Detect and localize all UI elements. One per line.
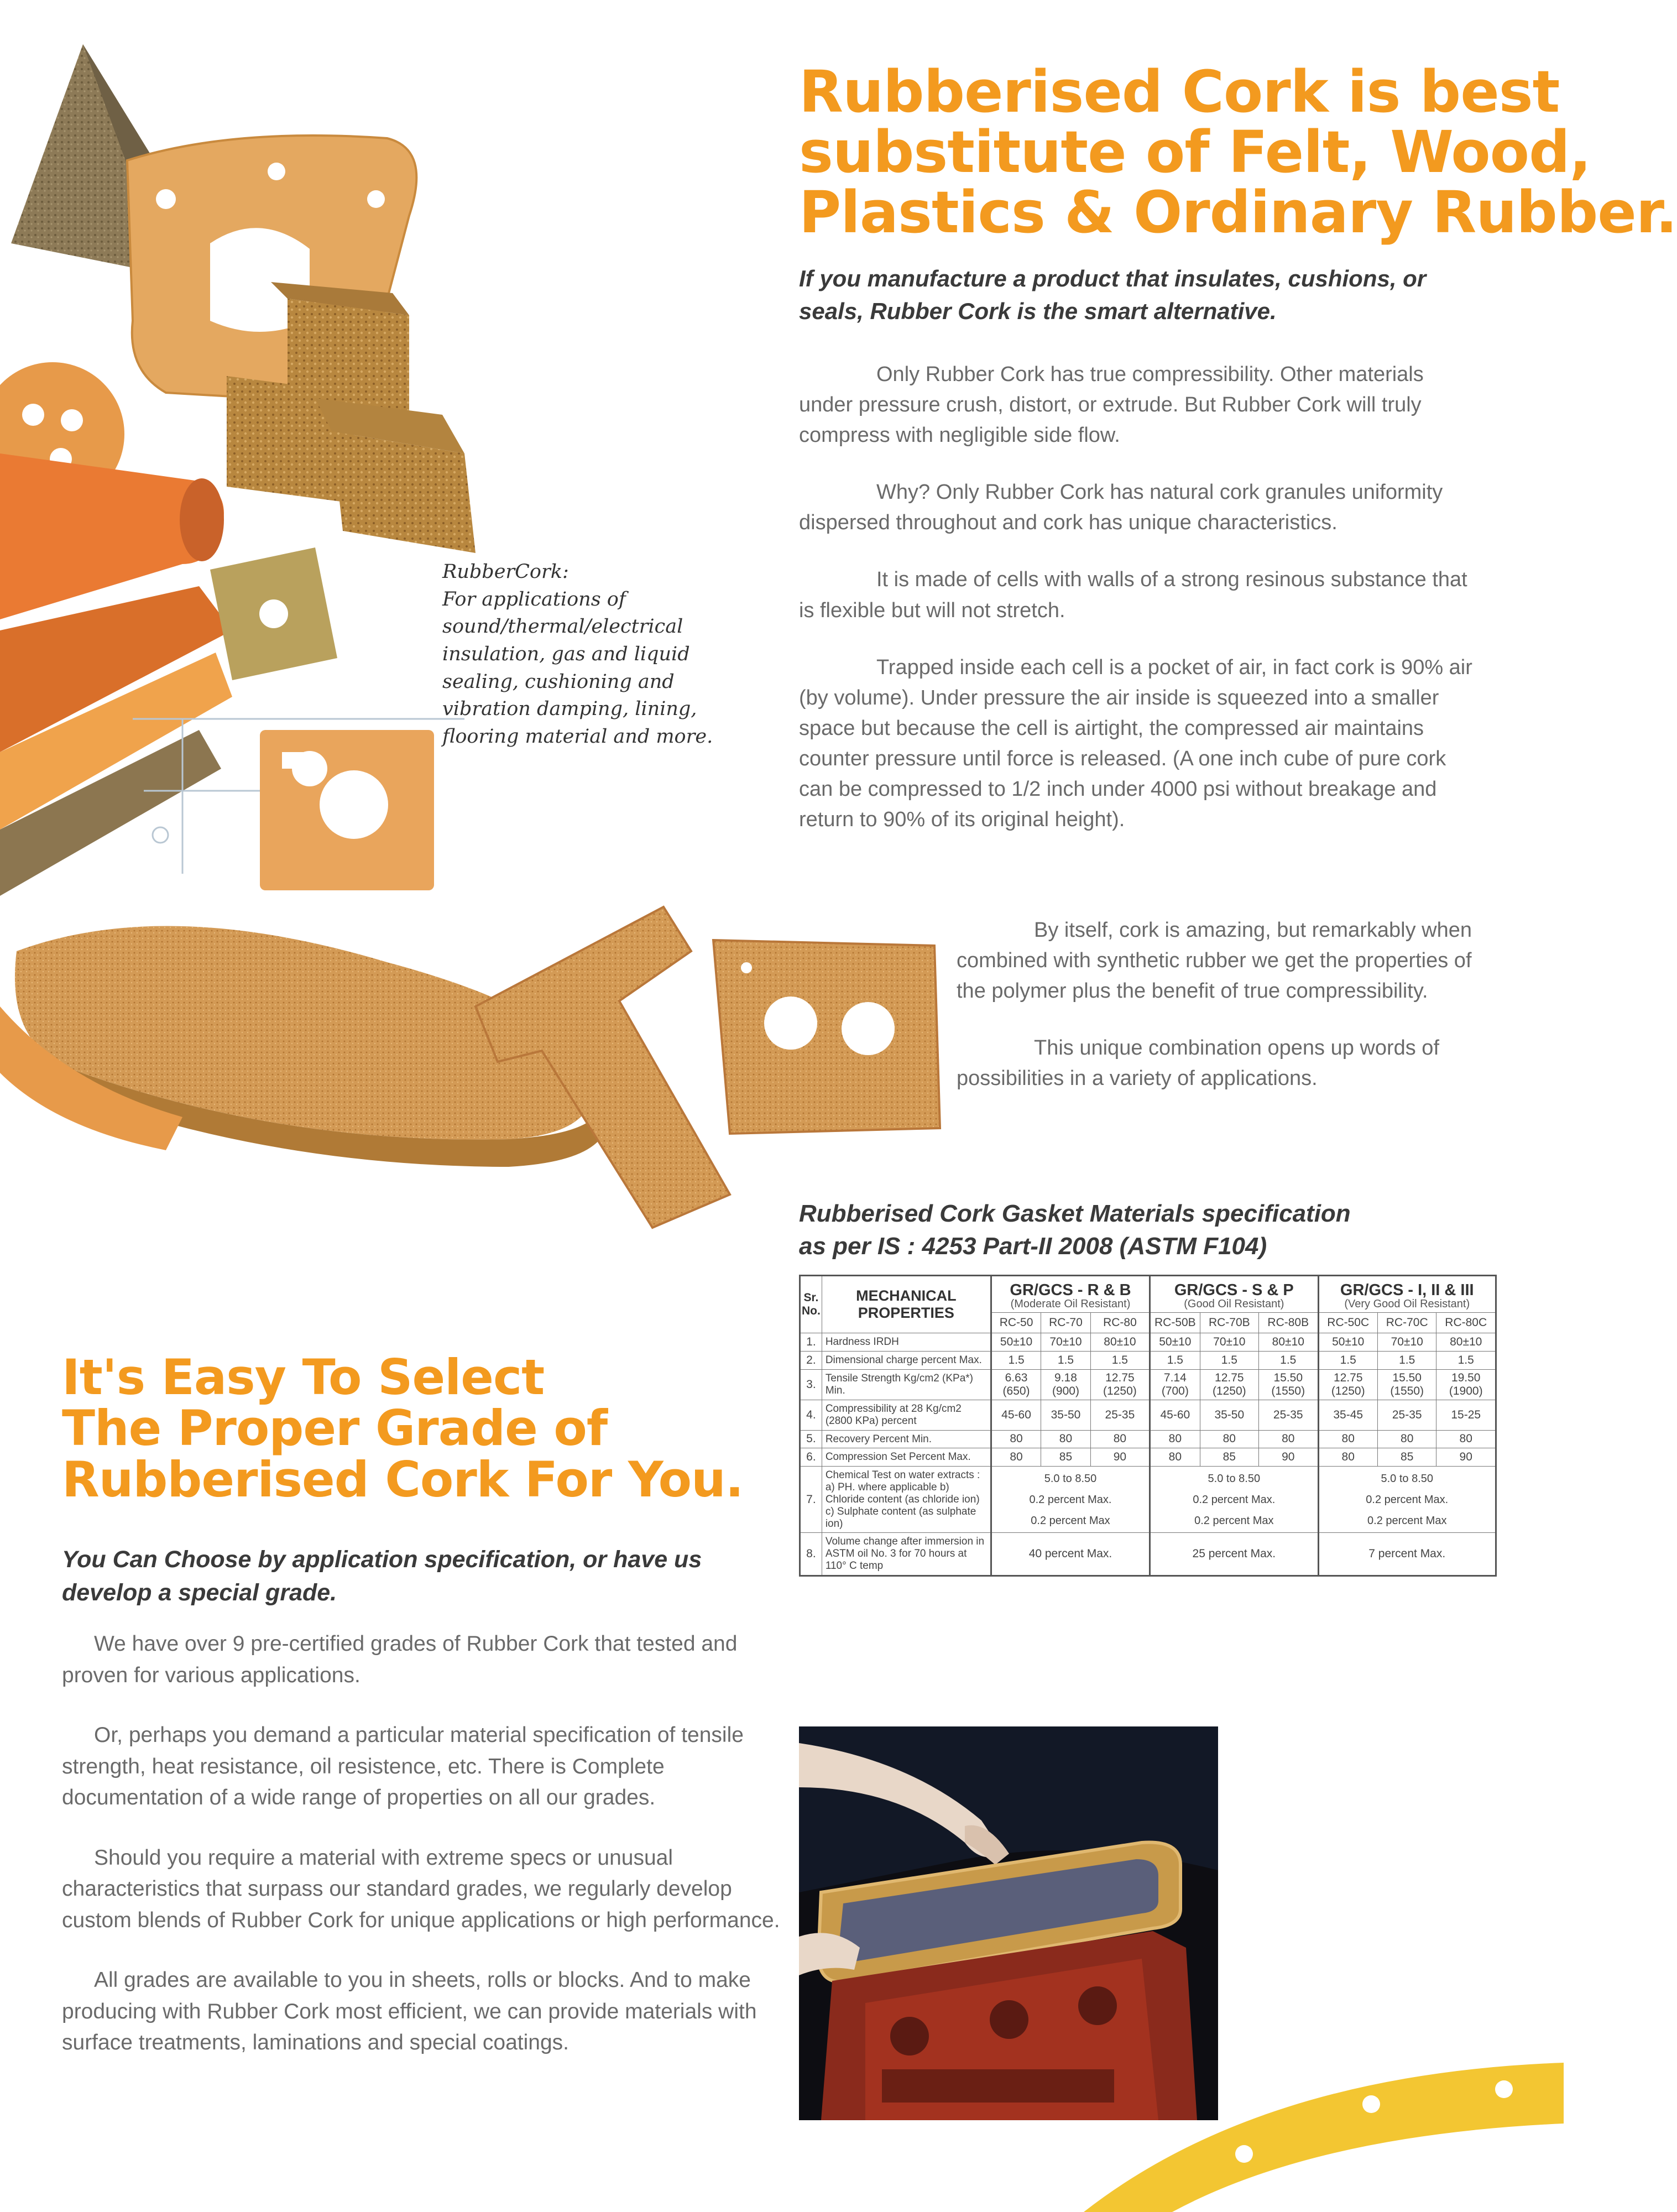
value-cell: 25-35	[1377, 1400, 1436, 1430]
property-cell: Tensile Strength Kg/cm2 (KPa*) Min.	[822, 1370, 991, 1400]
value-cell: 80±10	[1090, 1333, 1150, 1352]
value-cell: 80	[1259, 1430, 1318, 1448]
value-cell: 35-50	[1200, 1400, 1258, 1430]
select-title-line-3: Rubberised Cork For You.	[62, 1451, 744, 1508]
value-cell: 1.5	[1150, 1352, 1200, 1370]
caption-line: For applications of	[442, 588, 626, 611]
sr-no-cell: 2.	[800, 1352, 822, 1370]
value-cell: 90	[1090, 1448, 1150, 1467]
sr-no-cell: 6.	[800, 1448, 822, 1467]
ph-value: 5.0 to 8.50	[1381, 1472, 1434, 1485]
sr-no-cell: 4.	[800, 1400, 822, 1430]
value-cell: 50±10	[1150, 1333, 1200, 1352]
chloride-value: 0.2 percent Max.	[1029, 1493, 1112, 1506]
sulphate-value: 0.2 percent Max	[1031, 1514, 1110, 1527]
ring-gasket-decoration	[1084, 2041, 1564, 2212]
intro-paragraph: Why? Only Rubber Cork has natural cork granules uniformity dispersed throughout and cork has unique characteristics.	[799, 481, 1443, 535]
sulphate-value: 0.2 percent Max	[1367, 1514, 1447, 1527]
main-title-line-1: Rubberised Cork is best	[799, 58, 1560, 126]
value-cell: 7.14 (700)	[1150, 1370, 1200, 1400]
value-cell: 45-60	[1150, 1400, 1200, 1430]
property-cell: Compression Set Percent Max.	[822, 1448, 991, 1467]
value-cell: 25-35	[1090, 1400, 1150, 1430]
select-paragraph: All grades are available to you in sheets, rolls or blocks. And to make producing with Rubber Cork most efficient, we can provide materials with surface treatments, laminations and special coatings.	[62, 1968, 757, 2055]
value-cell: 45-60	[991, 1400, 1041, 1430]
value-cell: 85	[1041, 1448, 1090, 1467]
spec-table	[799, 1275, 1497, 1577]
select-paragraph: Or, perhaps you demand a particular material specification of tensile strength, heat resistance, oil resistence, etc. There is Complete documentation of a wide range of properties on all our grades.	[62, 1723, 744, 1810]
value-cell: 80	[1090, 1430, 1150, 1448]
value-cell: 80	[991, 1430, 1041, 1448]
property-cell: Compressibility at 28 Kg/cm2 (2800 KPa) percent	[822, 1400, 991, 1430]
spec-table-body	[800, 1333, 1496, 1467]
value-cell: 85	[1200, 1448, 1258, 1467]
sr-no-header: Sr. No.	[800, 1276, 822, 1333]
spec-table-body-extra	[800, 1467, 1496, 1576]
value-cell: 80	[991, 1448, 1041, 1467]
value-cell: 80	[1318, 1448, 1377, 1467]
photo-caption	[442, 559, 769, 751]
grade-code: RC-70B	[1200, 1313, 1258, 1333]
value-cell: 12.75 (1250)	[1200, 1370, 1258, 1400]
value-cell: 15-25	[1436, 1400, 1496, 1430]
value-cell: 80	[1377, 1430, 1436, 1448]
group-note: (Good Oil Resistant)	[1184, 1298, 1284, 1311]
sr-no-cell: 7.	[800, 1467, 822, 1533]
select-body	[62, 1629, 781, 2088]
value-cell: 1.5	[1200, 1352, 1258, 1370]
group-name: GR/GCS - S & P	[1174, 1281, 1294, 1299]
group-note: (Very Good Oil Resistant)	[1344, 1298, 1470, 1311]
table-header-row	[800, 1276, 1496, 1313]
caption-line: vibration damping, lining,	[442, 698, 697, 721]
main-title-line-2: substitute of Felt, Wood,	[799, 118, 1591, 186]
value-cell: 50±10	[1318, 1333, 1377, 1352]
table-row	[800, 1467, 1496, 1533]
chloride-value: 0.2 percent Max.	[1366, 1493, 1449, 1506]
value-cell: 6.63 (650)	[991, 1370, 1041, 1400]
chemical-test-cell	[1150, 1467, 1318, 1533]
main-title	[799, 58, 1677, 247]
value-cell: 12.75 (1250)	[1318, 1370, 1377, 1400]
grade-code: RC-50	[991, 1313, 1041, 1333]
intro-paragraph: Only Rubber Cork has true compressibility. Other materials under pressure crush, distort, or extrude. But Rubber Cork will truly compress with negligible side flow.	[799, 363, 1424, 447]
select-paragraph: Should you require a material with extreme specs or unusual characteristics that surpass our standard grades, we regularly develop custom blends of Rubber Cork for unique applications or high performance.	[62, 1845, 780, 1932]
value-cell: 80±10	[1259, 1333, 1318, 1352]
value-cell: 15.50 (1550)	[1377, 1370, 1436, 1400]
value-cell: 70±10	[1377, 1333, 1436, 1352]
intro-paragraph: By itself, cork is amazing, but remarkably when combined with synthetic rubber we get the properties of the polymer plus the benefit of true compressibility.	[957, 919, 1472, 1003]
table-row	[800, 1333, 1496, 1352]
value-cell: 1.5	[1090, 1352, 1150, 1370]
spec-title-line-1: Rubberised Cork Gasket Materials specification	[799, 1200, 1351, 1227]
select-title	[62, 1349, 781, 1508]
value-cell: 1.5	[1436, 1352, 1496, 1370]
intro-paragraph: It is made of cells with walls of a strong resinous substance that is flexible but will not stretch.	[799, 568, 1467, 622]
table-row	[800, 1430, 1496, 1448]
value-cell: 90	[1436, 1448, 1496, 1467]
property-cell: Volume change after immersion in ASTM oil No. 3 for 70 hours at 110° C temp	[822, 1533, 991, 1576]
value-cell: 80	[1436, 1430, 1496, 1448]
table-row	[800, 1448, 1496, 1467]
caption-line: RubberCork:	[442, 561, 569, 583]
ph-value: 5.0 to 8.50	[1044, 1472, 1097, 1485]
value-cell: 50±10	[991, 1333, 1041, 1352]
spec-title-line-2: as per IS : 4253 Part-II 2008 (ASTM F104)	[799, 1233, 1267, 1260]
table-row	[800, 1370, 1496, 1400]
ph-value: 5.0 to 8.50	[1208, 1472, 1261, 1485]
value-cell: 70±10	[1041, 1333, 1090, 1352]
value-cell: 70±10	[1200, 1333, 1258, 1352]
volume-change-cell: 7 percent Max.	[1318, 1533, 1496, 1576]
value-cell: 90	[1259, 1448, 1318, 1467]
chloride-value: 0.2 percent Max.	[1193, 1493, 1276, 1506]
property-cell: Hardness IRDH	[822, 1333, 991, 1352]
volume-change-cell: 25 percent Max.	[1150, 1533, 1318, 1576]
select-title-line-2: The Proper Grade of	[62, 1400, 608, 1457]
table-row	[800, 1352, 1496, 1370]
volume-change-cell: 40 percent Max.	[991, 1533, 1150, 1576]
group-name: GR/GCS - R & B	[1010, 1281, 1131, 1299]
grade-code: RC-80	[1090, 1313, 1150, 1333]
properties-header: MECHANICAL PROPERTIES	[822, 1276, 991, 1333]
select-title-line-1: It's Easy To Select	[62, 1349, 545, 1406]
value-cell: 1.5	[1041, 1352, 1090, 1370]
intro-subtitle: If you manufacture a product that insulates, cushions, or seals, Rubber Cork is the smart alternative.	[799, 265, 1427, 324]
select-subtitle: You Can Choose by application specification, or have us develop a special grade.	[62, 1546, 702, 1606]
sr-no-cell: 8.	[800, 1533, 822, 1576]
value-cell: 80	[1041, 1430, 1090, 1448]
caption-line: sound/thermal/electrical	[442, 615, 683, 638]
table-row	[800, 1533, 1496, 1576]
value-cell: 15.50 (1550)	[1259, 1370, 1318, 1400]
group-header	[1150, 1276, 1318, 1313]
value-cell: 25-35	[1259, 1400, 1318, 1430]
group-name: GR/GCS - I, II & III	[1340, 1281, 1474, 1299]
grade-code: RC-80C	[1436, 1313, 1496, 1333]
caption-line: flooring material and more.	[442, 726, 713, 748]
group-header	[1318, 1276, 1496, 1313]
value-cell: 1.5	[991, 1352, 1041, 1370]
intro-body-continued	[957, 915, 1496, 1120]
value-cell: 35-50	[1041, 1400, 1090, 1430]
caption-line: insulation, gas and liquid	[442, 643, 690, 666]
value-cell: 19.50 (1900)	[1436, 1370, 1496, 1400]
table-row	[800, 1400, 1496, 1430]
grade-code: RC-50C	[1318, 1313, 1377, 1333]
main-title-line-3: Plastics & Ordinary Rubber.	[799, 179, 1677, 247]
value-cell: 1.5	[1377, 1352, 1436, 1370]
grade-code: RC-70C	[1377, 1313, 1436, 1333]
sr-no-cell: 5.	[800, 1430, 822, 1448]
intro-paragraph: This unique combination opens up words of possibilities in a variety of applications.	[957, 1036, 1440, 1091]
value-cell: 1.5	[1318, 1352, 1377, 1370]
value-cell: 80	[1150, 1448, 1200, 1467]
value-cell: 9.18 (900)	[1041, 1370, 1090, 1400]
chemical-test-cell	[1318, 1467, 1496, 1533]
property-cell: Recovery Percent Min.	[822, 1430, 991, 1448]
chemical-test-cell	[991, 1467, 1150, 1533]
value-cell: 80	[1150, 1430, 1200, 1448]
grade-code: RC-70	[1041, 1313, 1090, 1333]
value-cell: 80±10	[1436, 1333, 1496, 1352]
group-header	[991, 1276, 1150, 1313]
group-note: (Moderate Oil Resistant)	[1010, 1298, 1131, 1311]
spec-title	[799, 1197, 1490, 1263]
value-cell: 1.5	[1259, 1352, 1318, 1370]
sr-no-cell: 3.	[800, 1370, 822, 1400]
sr-no-cell: 1.	[800, 1333, 822, 1352]
sulphate-value: 0.2 percent Max	[1194, 1514, 1274, 1527]
select-paragraph: We have over 9 pre-certified grades of Rubber Cork that tested and proven for various applications.	[62, 1632, 738, 1687]
grade-code: RC-80B	[1259, 1313, 1318, 1333]
value-cell: 80	[1200, 1430, 1258, 1448]
property-cell: Chemical Test on water extracts : a) PH. where applicable b) Chloride content (as chloride ion) c) Sulphate content (as sulphate ion)	[822, 1467, 991, 1533]
value-cell: 80	[1318, 1430, 1377, 1448]
property-cell: Dimensional charge percent Max.	[822, 1352, 991, 1370]
grade-code: RC-50B	[1150, 1313, 1200, 1333]
value-cell: 35-45	[1318, 1400, 1377, 1430]
value-cell: 12.75 (1250)	[1090, 1370, 1150, 1400]
value-cell: 85	[1377, 1448, 1436, 1467]
intro-paragraph: Trapped inside each cell is a pocket of air, in fact cork is 90% air (by volume). Under pressure the air inside is squeezed into a smaller space but because the cell is airtight, the compressed air maintains counter pressure until force is released. (A one inch cube of pure cork can be compressed to 1/2 inch under 4000 psi without breakage and return to 90% of its original height).	[799, 655, 1472, 832]
caption-line: sealing, cushioning and	[442, 670, 675, 693]
intro-body	[799, 359, 1479, 862]
